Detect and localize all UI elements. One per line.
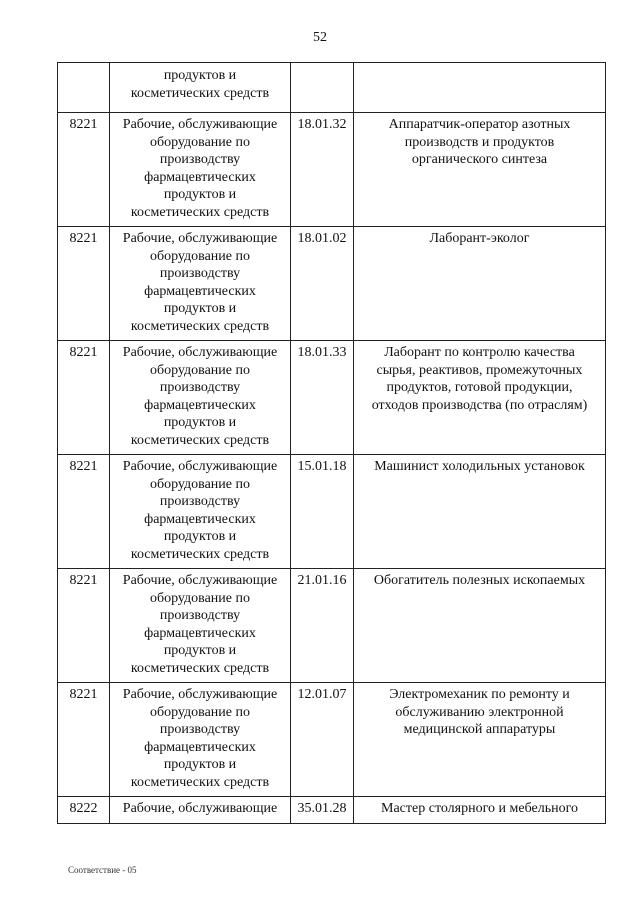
okz-code-cell: 8222 [58, 797, 110, 824]
profession-cell: Аппаратчик-оператор азотных производств и продуктов органического синтеза [354, 113, 606, 227]
okz-code-cell [58, 63, 110, 113]
table-row [58, 683, 606, 797]
occupation-group-cell: Рабочие, обслуживающие оборудование по производству фармацевтических продуктов и косметических средств [110, 227, 291, 341]
profession-cell: Лаборант по контролю качества сырья, реактивов, промежуточных продуктов, готовой продукции, отходов производства (по отраслям) [354, 341, 606, 455]
specialty-code-cell [291, 63, 354, 113]
specialty-code-cell: 35.01.28 [291, 797, 354, 824]
profession-cell [354, 63, 606, 113]
profession-cell: Лаборант-эколог [354, 227, 606, 341]
specialty-code-cell: 18.01.02 [291, 227, 354, 341]
occupation-group-cell: Рабочие, обслуживающие оборудование по производству фармацевтических продуктов и косметических средств [110, 569, 291, 683]
okz-code-cell: 8221 [58, 455, 110, 569]
occupation-group-cell: Рабочие, обслуживающие оборудование по производству фармацевтических продуктов и косметических средств [110, 341, 291, 455]
table-row [58, 569, 606, 683]
specialty-code-cell: 12.01.07 [291, 683, 354, 797]
specialty-code-cell: 18.01.33 [291, 341, 354, 455]
occupation-group-cell: Рабочие, обслуживающие оборудование по производству фармацевтических продуктов и косметических средств [110, 455, 291, 569]
okz-code-cell: 8221 [58, 113, 110, 227]
okz-code-cell: 8221 [58, 341, 110, 455]
table-row [58, 63, 606, 113]
okz-code-cell: 8221 [58, 227, 110, 341]
specialty-code-cell: 15.01.18 [291, 455, 354, 569]
profession-cell: Машинист холодильных установок [354, 455, 606, 569]
occupation-group-cell: продуктов и косметических средств [110, 63, 291, 113]
profession-cell: Мастер столярного и мебельного [354, 797, 606, 824]
table-row [58, 227, 606, 341]
okz-code-cell: 8221 [58, 683, 110, 797]
profession-cell: Обогатитель полезных ископаемых [354, 569, 606, 683]
table-row [58, 341, 606, 455]
table-row [58, 797, 606, 824]
profession-cell: Электромеханик по ремонту и обслуживанию электронной медицинской аппаратуры [354, 683, 606, 797]
okz-code-cell: 8221 [58, 569, 110, 683]
occupation-group-cell: Рабочие, обслуживающие оборудование по производству фармацевтических продуктов и косметических средств [110, 113, 291, 227]
specialty-code-cell: 21.01.16 [291, 569, 354, 683]
table-row [58, 455, 606, 569]
occupation-group-cell: Рабочие, обслуживающие [110, 797, 291, 824]
classification-table [57, 62, 606, 824]
table-row [58, 113, 606, 227]
occupation-group-cell: Рабочие, обслуживающие оборудование по производству фармацевтических продуктов и косметических средств [110, 683, 291, 797]
specialty-code-cell: 18.01.32 [291, 113, 354, 227]
footer-note: Соответствие - 05 [68, 865, 137, 875]
page-number: 52 [313, 30, 327, 45]
